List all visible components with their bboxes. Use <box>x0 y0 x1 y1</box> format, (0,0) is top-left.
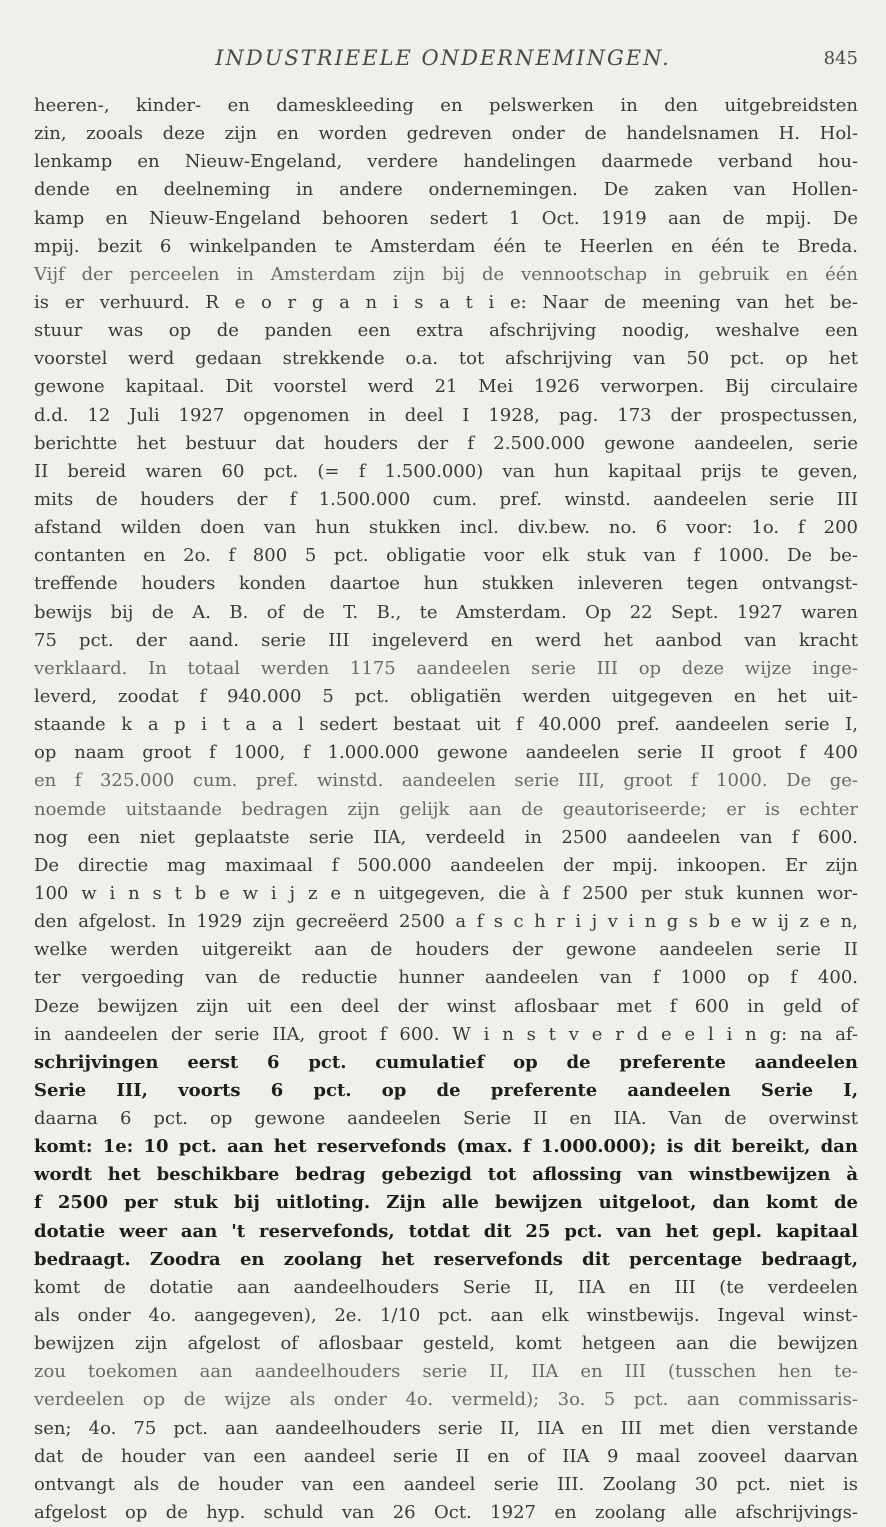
text-line: afstand wilden doen van hun stukken incl. div.bew. no. 6 voor: 1o. f 200 <box>34 517 858 539</box>
text-line: 75 pct. der aand. serie III ingeleverd en werd het aanbod van kracht <box>34 629 858 651</box>
text-line: zou toekomen aan aandeelhouders serie II, IIA en III (tusschen hen te- <box>34 1361 858 1383</box>
text-line: lenkamp en Nieuw-Engeland, verdere handelingen daarmede verband hou- <box>34 151 858 173</box>
text-line: dat de houder van een aandeel serie II en of IIA 9 maal zooveel daarvan <box>34 1445 858 1467</box>
text-line: berichtte het bestuur dat houders der f 2.500.000 gewone aandeelen, serie <box>34 432 858 454</box>
text-line: sen; 4o. 75 pct. aan aandeelhouders serie II, IIA en III met dien verstande <box>34 1417 858 1439</box>
text-line: f 2500 per stuk bij uitloting. Zijn alle bewijzen uitgeloot, dan komt de <box>34 1192 858 1214</box>
text-line: gewone kapitaal. Dit voorstel werd 21 Mei 1926 verworpen. Bij circulaire <box>34 376 858 398</box>
text-line: d.d. 12 Juli 1927 opgenomen in deel I 1928, pag. 173 der prospectussen, <box>34 404 858 426</box>
text-line: verdeelen op de wijze als onder 4o. vermeld); 3o. 5 pct. aan commissaris- <box>34 1389 858 1411</box>
text-line: komt de dotatie aan aandeelhouders Serie II, IIA en III (te verdeelen <box>34 1276 858 1298</box>
text-line: mits de houders der f 1.500.000 cum. pref. winstd. aandeelen serie III <box>34 488 858 510</box>
page-number: 845 <box>823 48 858 69</box>
text-line: dotatie weer aan 't reservefonds, totdat dit 25 pct. van het gepl. kapitaal <box>34 1220 858 1242</box>
text-line: Deze bewijzen zijn uit een deel der winst aflosbaar met f 600 in geld of <box>34 995 858 1017</box>
text-line: in aandeelen der serie IIA, groot f 600. W i n s t v e r d e e l i n g: na af- <box>34 1023 858 1045</box>
text-line: 100 w i n s t b e w i j z e n uitgegeven, die à f 2500 per stuk kunnen wor- <box>34 882 858 904</box>
text-line: staande k a p i t a a l sedert bestaat uit f 40.000 pref. aandeelen serie I, <box>34 714 858 736</box>
text-line: stuur was op de panden een extra afschrijving noodig, weshalve een <box>34 320 858 342</box>
text-line: nog een niet geplaatste serie IIA, verdeeld in 2500 aandeelen van f 600. <box>34 826 858 848</box>
text-line: leverd, zoodat f 940.000 5 pct. obligatiën werden uitgegeven en het uit- <box>34 685 858 707</box>
text-line: en f 325.000 cum. pref. winstd. aandeelen serie III, groot f 1000. De ge- <box>34 770 858 792</box>
text-line: mpij. bezit 6 winkelpanden te Amsterdam één te Heerlen en één te Breda. <box>34 235 858 257</box>
text-line: wordt het beschikbare bedrag gebezigd tot aflossing van winstbewijzen à <box>34 1164 858 1186</box>
text-line: is er verhuurd. R e o r g a n i s a t i e: Naar de meening van het be- <box>34 291 858 313</box>
text-line: II bereid waren 60 pct. (= f 1.500.000) van hun kapitaal prijs te geven, <box>34 460 858 482</box>
text-line: heeren-, kinder- en dameskleeding en pelswerken in den uitgebreidsten <box>34 95 858 116</box>
body-text <box>34 92 858 1527</box>
text-line: Serie III, voorts 6 pct. op de preferente aandeelen Serie I, <box>34 1079 858 1101</box>
text-line: bewijs bij de A. B. of de T. B., te Amsterdam. Op 22 Sept. 1927 waren <box>34 601 858 623</box>
text-line: afgelost op de hyp. schuld van 26 Oct. 1927 en zoolang alle afschrijvings- <box>34 1502 858 1524</box>
page-header <box>0 46 886 76</box>
text-line: bedraagt. Zoodra en zoolang het reservefonds dit percentage bedraagt, <box>34 1248 858 1270</box>
text-line: welke werden uitgereikt aan de houders der gewone aandeelen serie II <box>34 939 858 961</box>
text-line: noemde uitstaande bedragen zijn gelijk aan de geautoriseerde; er is echter <box>34 798 858 820</box>
running-title: INDUSTRIEELE ONDERNEMINGEN. <box>215 46 671 70</box>
text-line: Vijf der perceelen in Amsterdam zijn bij de vennootschap in gebruik en één <box>34 263 858 285</box>
text-line: contanten en 2o. f 800 5 pct. obligatie voor elk stuk van f 1000. De be- <box>34 545 858 567</box>
text-line: De directie mag maximaal f 500.000 aandeelen der mpij. inkoopen. Er zijn <box>34 854 858 876</box>
text-line: dende en deelneming in andere ondernemingen. De zaken van Hollen- <box>34 179 858 201</box>
text-line: voorstel werd gedaan strekkende o.a. tot afschrijving van 50 pct. op het <box>34 348 858 370</box>
text-line: daarna 6 pct. op gewone aandeelen Serie II en IIA. Van de overwinst <box>34 1108 858 1130</box>
text-line: zin, zooals deze zijn en worden gedreven onder de handelsnamen H. Hol- <box>34 123 858 145</box>
text-line: treffende houders konden daartoe hun stukken inleveren tegen ontvangst- <box>34 573 858 595</box>
text-line: schrijvingen eerst 6 pct. cumulatief op de preferente aandeelen <box>34 1051 858 1073</box>
text-line: als onder 4o. aangegeven), 2e. 1/10 pct. aan elk winstbewijs. Ingeval winst- <box>34 1305 858 1327</box>
text-line: bewijzen zijn afgelost of aflosbaar gesteld, komt hetgeen aan die bewijzen <box>34 1333 858 1355</box>
text-line: komt: 1e: 10 pct. aan het reservefonds (max. f 1.000.000); is dit bereikt, dan <box>34 1136 858 1158</box>
text-line: ter vergoeding van de reductie hunner aandeelen van f 1000 op f 400. <box>34 967 858 989</box>
text-line: verklaard. In totaal werden 1175 aandeelen serie III op deze wijze inge- <box>34 657 858 679</box>
text-line: op naam groot f 1000, f 1.000.000 gewone aandeelen serie II groot f 400 <box>34 742 858 764</box>
text-line: ontvangt als de houder van een aandeel serie III. Zoolang 30 pct. niet is <box>34 1473 858 1495</box>
text-line: kamp en Nieuw-Engeland behooren sedert 1 Oct. 1919 aan de mpij. De <box>34 207 858 229</box>
text-line: den afgelost. In 1929 zijn gecreëerd 2500 a f s c h r i j v i n g s b e w ij z e n, <box>34 911 858 933</box>
